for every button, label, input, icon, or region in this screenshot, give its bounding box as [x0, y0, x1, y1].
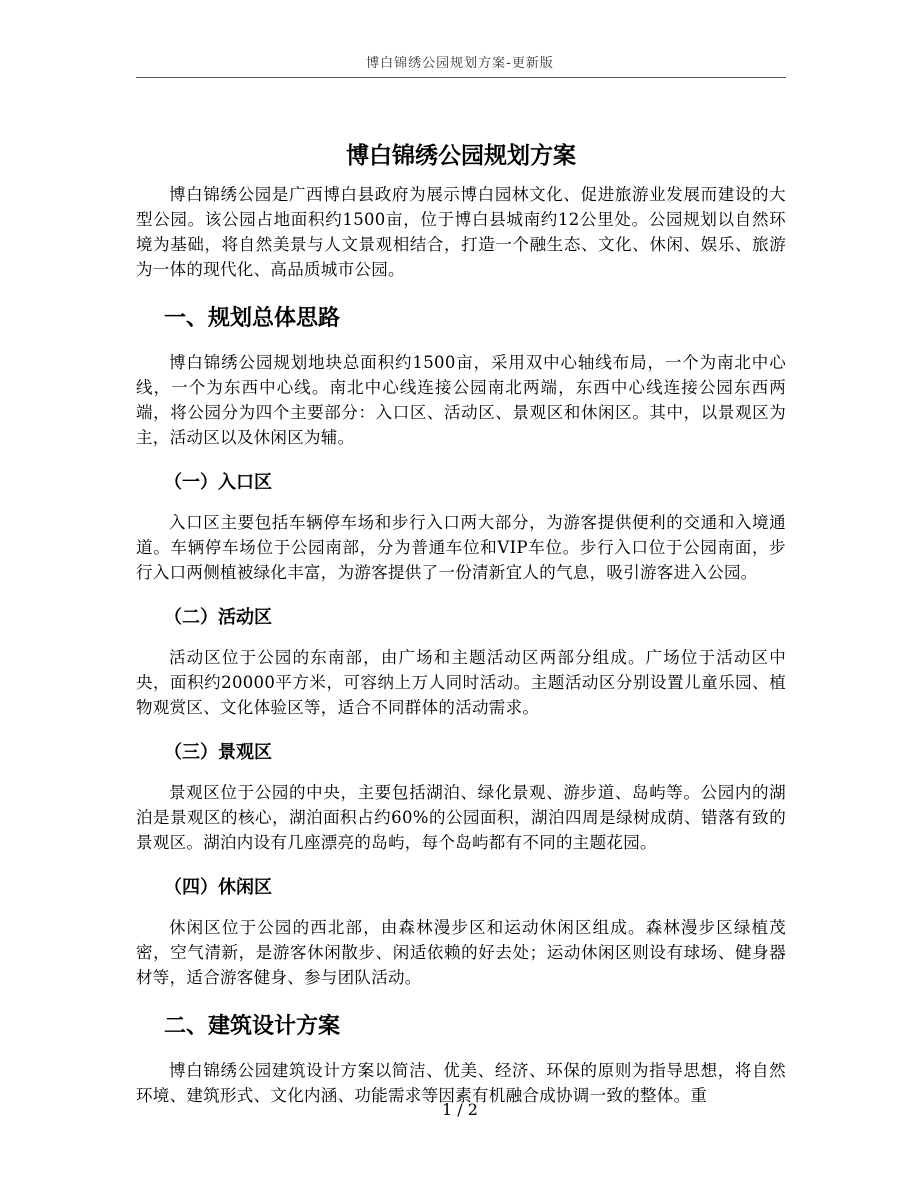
header-divider: [136, 77, 786, 78]
running-header: 博白锦绣公园规划方案-更新版: [366, 56, 554, 71]
subsection-heading-activity: （二）活动区: [164, 607, 272, 628]
subsection-paragraph-entrance: 入口区主要包括车辆停车场和步行入口两大部分，为游客提供便利的交通和入境通道。车辆停车场位于公园南部，分为普通车位和VIP车位。步行入口位于公园南面，步行入口两侧植被绿化丰富，为游客提供了一份清新宜人的气息，吸引游客进入公园。: [136, 513, 786, 582]
subsection-paragraph-activity: 活动区位于公园的东南部，由广场和主题活动区两部分组成。广场位于活动区中央，面积约20000平方米，可容纳上万人同时活动。主题活动区分别设置儿童乐园、植物观赏区、文化体验区等，适合不同群体的活动需求。: [136, 648, 786, 717]
document-title: 博白锦绣公园规划方案: [346, 143, 576, 169]
subsection-heading-leisure: （四）休闲区: [164, 877, 272, 898]
subsection-heading-entrance: （一）入口区: [164, 472, 272, 493]
section-paragraph-architecture: 博白锦绣公园建筑设计方案以简洁、优美、经济、环保的原则为指导思想，将自然环境、建筑形式、文化内涵、功能需求等因素有机融合成协调一致的整体。重: [136, 1061, 786, 1105]
page-number: 1 / 2: [442, 1100, 478, 1119]
intro-paragraph: 博白锦绣公园是广西博白县政府为展示博白园林文化、促进旅游业发展而建设的大型公园。该公园占地面积约1500亩，位于博白县城南约12公里处。公园规划以自然环境为基础，将自然美景与人文景观相结合，打造一个融生态、文化、休闲、娱乐、旅游为一体的现代化、高品质城市公园。: [136, 185, 786, 279]
subsection-heading-landscape: （三）景观区: [164, 742, 272, 763]
section-heading-architecture: 二、建筑设计方案: [164, 1014, 341, 1039]
subsection-paragraph-landscape: 景观区位于公园的中央，主要包括湖泊、绿化景观、游步道、岛屿等。公园内的湖泊是景观区的核心，湖泊面积占约60%的公园面积，湖泊四周是绿树成荫、错落有致的景观区。湖泊内设有几座漂亮的岛屿，每个岛屿都有不同的主题花园。: [136, 783, 786, 852]
subsection-paragraph-leisure: 休闲区位于公园的西北部，由森林漫步区和运动休闲区组成。森林漫步区绿植茂密，空气清新，是游客休闲散步、闲适依赖的好去处；运动休闲区则设有球场、健身器材等，适合游客健身、参与团队活动。: [136, 918, 786, 987]
section-heading-planning-approach: 一、规划总体思路: [164, 306, 341, 331]
document-body: [136, 140, 786, 1108]
section-paragraph-planning-approach: 博白锦绣公园规划地块总面积约1500亩，采用双中心轴线布局，一个为南北中心线，一个为东西中心线。南北中心线连接公园南北两端，东西中心线连接公园东西两端，将公园分为四个主要部分：入口区、活动区、景观区和休闲区。其中，以景观区为主，活动区以及休闲区为辅。: [136, 353, 786, 447]
